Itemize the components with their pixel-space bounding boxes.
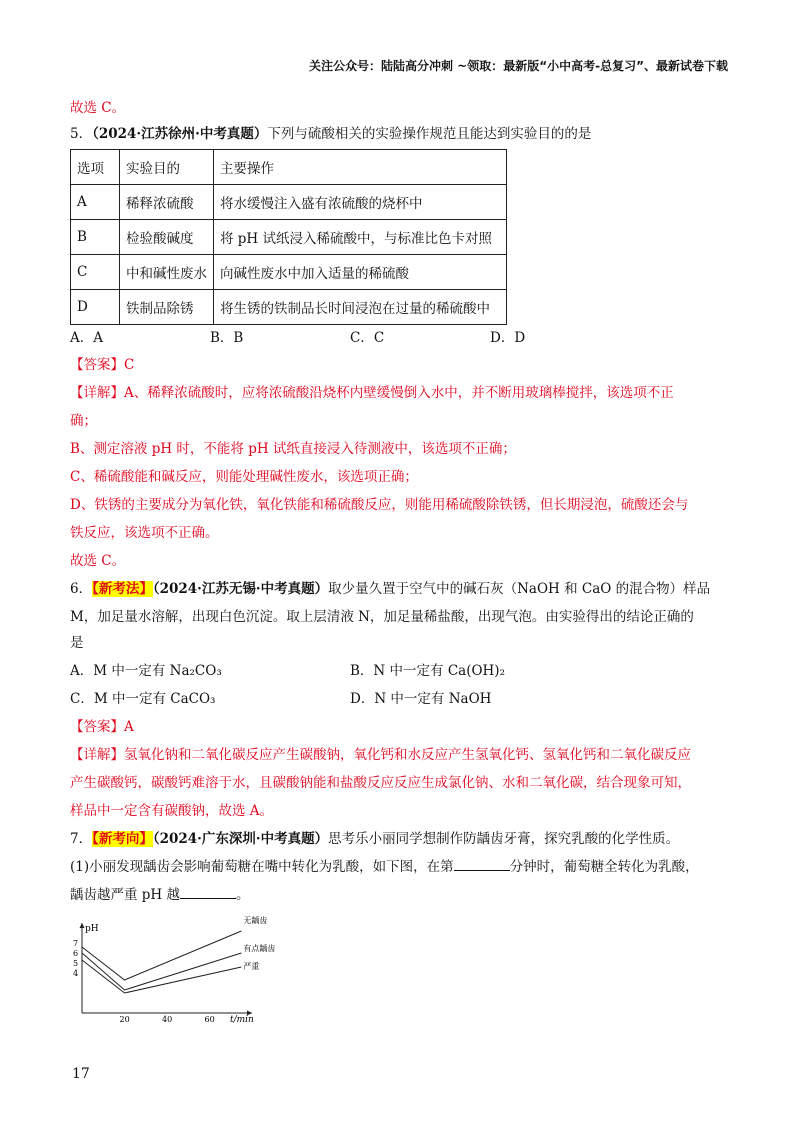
table-cell: A: [71, 185, 120, 220]
table-cell: D: [71, 290, 120, 325]
q5-detail-line: D、铁锈的主要成分为氧化铁，氧化铁能和稀硫酸反应，则能用稀硫酸除铁锈，但长期浸泡，硫酸还会与: [70, 497, 689, 513]
y-tick-label: 7: [73, 939, 79, 948]
table-cell: 向碱性废水中加入适量的稀硫酸: [214, 255, 507, 290]
series-label: 无龋齿: [243, 916, 268, 925]
q6-detail-line: 产生碳酸钙，碳酸钙难溶于水，且碳酸钠能和盐酸反应反应生成氯化钠、水和二氧化碳，结合现象可知，: [70, 775, 691, 791]
q5-detail-line: 确；: [70, 413, 97, 429]
q5-answer: 【答案】C: [70, 357, 135, 373]
q6-stem-line2: M，加足量水溶解，出现白色沉淀。取上层清液 N，加足量稀盐酸，出现气泡。由实验得出的结论正确的: [70, 609, 694, 625]
x-tick-label: 60: [204, 1015, 215, 1024]
q7-source: （2024·广东深圳·中考真题）: [152, 831, 329, 847]
q5-option-b: B．B: [210, 330, 244, 346]
q5-stem-text: 下列与硫酸相关的实验操作规范且能达到实验目的的是: [267, 126, 592, 142]
q6-option-d: D．N 中一定有 NaOH: [350, 691, 492, 707]
q5-stem: [70, 121, 734, 147]
table-header-cell: 实验目的: [120, 150, 214, 185]
q6-options-row1: [70, 657, 734, 685]
table-row: [71, 185, 507, 220]
q6-stem-text: 取少量久置于空气中的碱石灰（NaOH 和 CaO 的混合物）样品: [328, 581, 711, 597]
q6-stem-line1: [70, 575, 734, 603]
q7-sub1-line1: [70, 853, 734, 881]
q5-options: [70, 325, 734, 351]
table-cell: C: [71, 255, 120, 290]
q6-source: （2024·江苏无锡·中考真题）: [152, 581, 329, 597]
q7-stem: [70, 825, 734, 853]
q5-table-header: [71, 150, 507, 185]
q7-sub1-text: 分钟时，葡萄糖全转化为乳酸，: [509, 859, 699, 875]
table-header-cell: 主要操作: [214, 150, 507, 185]
q5-detail-line: B、测定溶液 pH 时，不能将 pH 试纸直接浸入待测液中，该选项不正确；: [70, 441, 516, 457]
table-cell: 检验酸碱度: [120, 220, 214, 255]
table-cell: 中和碱性废水: [120, 255, 214, 290]
q6-number: 6．: [70, 581, 93, 597]
q6-option-b: B．N 中一定有 Ca(OH)₂: [350, 663, 505, 679]
y-tick-label: 6: [73, 949, 79, 958]
table-cell: B: [71, 220, 120, 255]
q5-option-c: C．C: [350, 330, 385, 346]
answer-blank[interactable]: [180, 884, 236, 899]
table-row: [71, 255, 507, 290]
q5-option-a: A．A: [70, 330, 103, 346]
y-axis-arrow: [80, 923, 85, 928]
q6-detail-line: 样品中一定含有碳酸钠，故选 A。: [70, 803, 274, 819]
q7-sub1-line2: [70, 881, 734, 909]
q6-option-a: A．M 中一定有 Na₂CO₃: [70, 663, 222, 679]
q5-detail-line: 铁反应，该选项不正确。: [70, 525, 219, 541]
chart-series: [82, 915, 275, 993]
q7-number: 7．: [70, 831, 93, 847]
y-tick-label: 4: [73, 969, 79, 978]
page-number: 17: [72, 1066, 90, 1082]
q5-number: 5．: [70, 126, 93, 142]
axis-ticks: [73, 939, 215, 1024]
table-row: [71, 220, 507, 255]
page-content: [70, 95, 734, 1027]
q6-stem-line3: 是: [70, 635, 84, 651]
q5-detail-line: 【详解】A、稀释浓硫酸时，应将浓硫酸沿烧杯内壁缓慢倒入水中，并不断用玻璃棒搅拌，该选项不正: [70, 385, 674, 401]
q6-options-row2: [70, 685, 734, 713]
page-header: 关注公众号：陆陆高分冲刺 ~领取：最新版“小中高考-总复习”、最新试卷下载: [309, 59, 728, 73]
ph-line-chart: [70, 915, 276, 1025]
previous-answer-conclusion: 故选 C。: [70, 100, 126, 116]
q6-answer: 【答案】A: [70, 719, 134, 735]
table-cell: 铁制品除锈: [120, 290, 214, 325]
series-label: 有点龋齿: [243, 944, 276, 953]
table-row: [71, 290, 507, 325]
answer-blank[interactable]: [454, 856, 510, 871]
q6-tag: 【新考法】: [92, 581, 153, 597]
ph-chart: [70, 915, 734, 1027]
table-cell: 将生锈的铁制品长时间浸泡在过量的稀硫酸中: [214, 290, 507, 325]
y-tick-label: 5: [73, 959, 79, 968]
q6-option-c: C．M 中一定有 CaCO₃: [70, 691, 216, 707]
q7-stem-text: 思考乐小丽同学想制作防龋齿牙膏，探究乳酸的化学性质。: [328, 831, 680, 847]
q5-conclusion: 故选 C。: [70, 553, 126, 569]
x-tick-label: 40: [162, 1015, 173, 1024]
table-cell: 将 pH 试纸浸入稀硫酸中，与标准比色卡对照: [214, 220, 507, 255]
q7-sub1-text: (1)小丽发现龋齿会影响葡萄糖在嘴中转化为乳酸，如下图，在第: [70, 859, 454, 875]
table-cell: 将水缓慢注入盛有浓硫酸的烧杯中: [214, 185, 507, 220]
table-cell: 稀释浓硫酸: [120, 185, 214, 220]
y-axis-label: pH: [85, 924, 99, 934]
q7-sub1-text: 。: [236, 887, 250, 903]
x-tick-label: 20: [119, 1015, 130, 1024]
q7-sub1-text: 龋齿越严重 pH 越: [70, 887, 180, 903]
series-label: 严重: [243, 962, 260, 971]
q5-table: [70, 149, 507, 325]
table-header-cell: 选项: [71, 150, 120, 185]
q5-source: （2024·江苏徐州·中考真题）: [92, 126, 268, 142]
q6-detail-line: 【详解】氢氧化钠和二氧化碳反应产生碳酸钠，氧化钙和水反应产生氢氧化钙、氢氧化钙和二氧化碳反应: [70, 747, 691, 763]
x-axis-label: t/min: [230, 1015, 254, 1025]
q5-option-d: D．D: [490, 330, 526, 346]
q7-tag: 【新考向】: [92, 831, 153, 847]
q5-detail-line: C、稀硫酸能和碱反应，则能处理碱性废水，该选项正确；: [70, 469, 418, 485]
